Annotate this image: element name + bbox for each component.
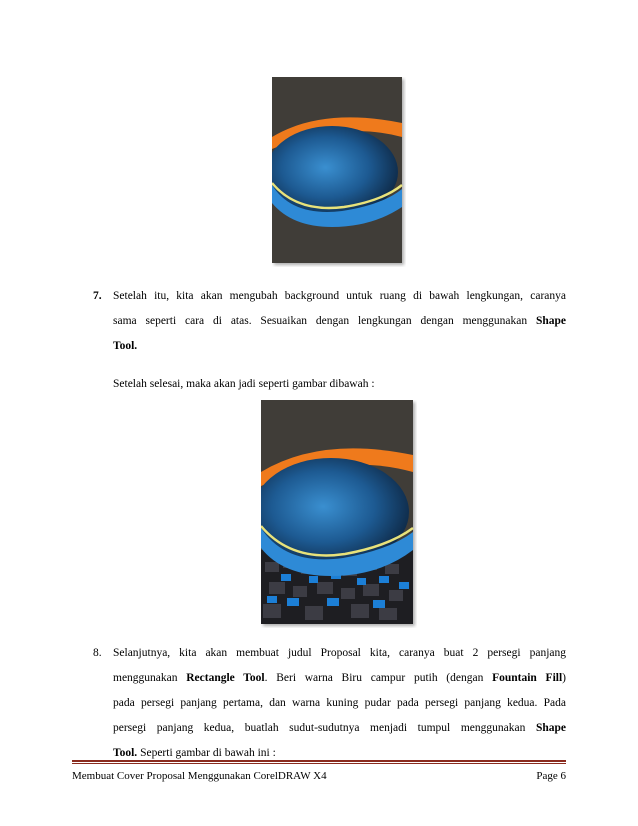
step-7-line-1: Setelah itu, kita akan mengubah background untuk ruang di bawah lengkungan, caranya (113, 290, 566, 302)
step-7-line-3: Tool. (113, 340, 138, 352)
step-8-line-3: pada persegi panjang pertama, dan warna kuning pudar pada persegi panjang kedua. Pada (113, 697, 566, 709)
footer-rule (72, 760, 566, 762)
footer-rule-thin (72, 763, 566, 764)
step-7-paragraph (113, 284, 566, 359)
cover-image-1 (272, 77, 406, 267)
step-8-paragraph (113, 641, 566, 766)
step-8-line-5: Tool. Seperti gambar di bawah ini : (113, 747, 276, 759)
step-8-number: 8. (93, 647, 102, 659)
step-8-line-1: Selanjutnya, kita akan membuat judul Proposal kita, caranya buat 2 persegi panjang (113, 647, 566, 659)
footer-page-number: Page 6 (536, 770, 566, 782)
step-8-line-2: menggunakan Rectangle Tool. Beri warna Biru campur putih (dengan Fountain Fill) (113, 672, 566, 684)
step-7-line-2: sama seperti cara di atas. Sesuaikan dengan lengkungan dengan menggunakan Shape (113, 315, 566, 327)
step-7-number: 7. (93, 290, 102, 302)
footer-title: Membuat Cover Proposal Menggunakan CorelDRAW X4 (72, 770, 327, 782)
step-7-result-text: Setelah selesai, maka akan jadi seperti gambar dibawah : (113, 378, 375, 390)
step-8-line-4: persegi panjang kedua, buatlah sudut-sudutnya menjadi tumpul menggunakan Shape (113, 722, 566, 734)
cover-image-2 (261, 400, 417, 628)
